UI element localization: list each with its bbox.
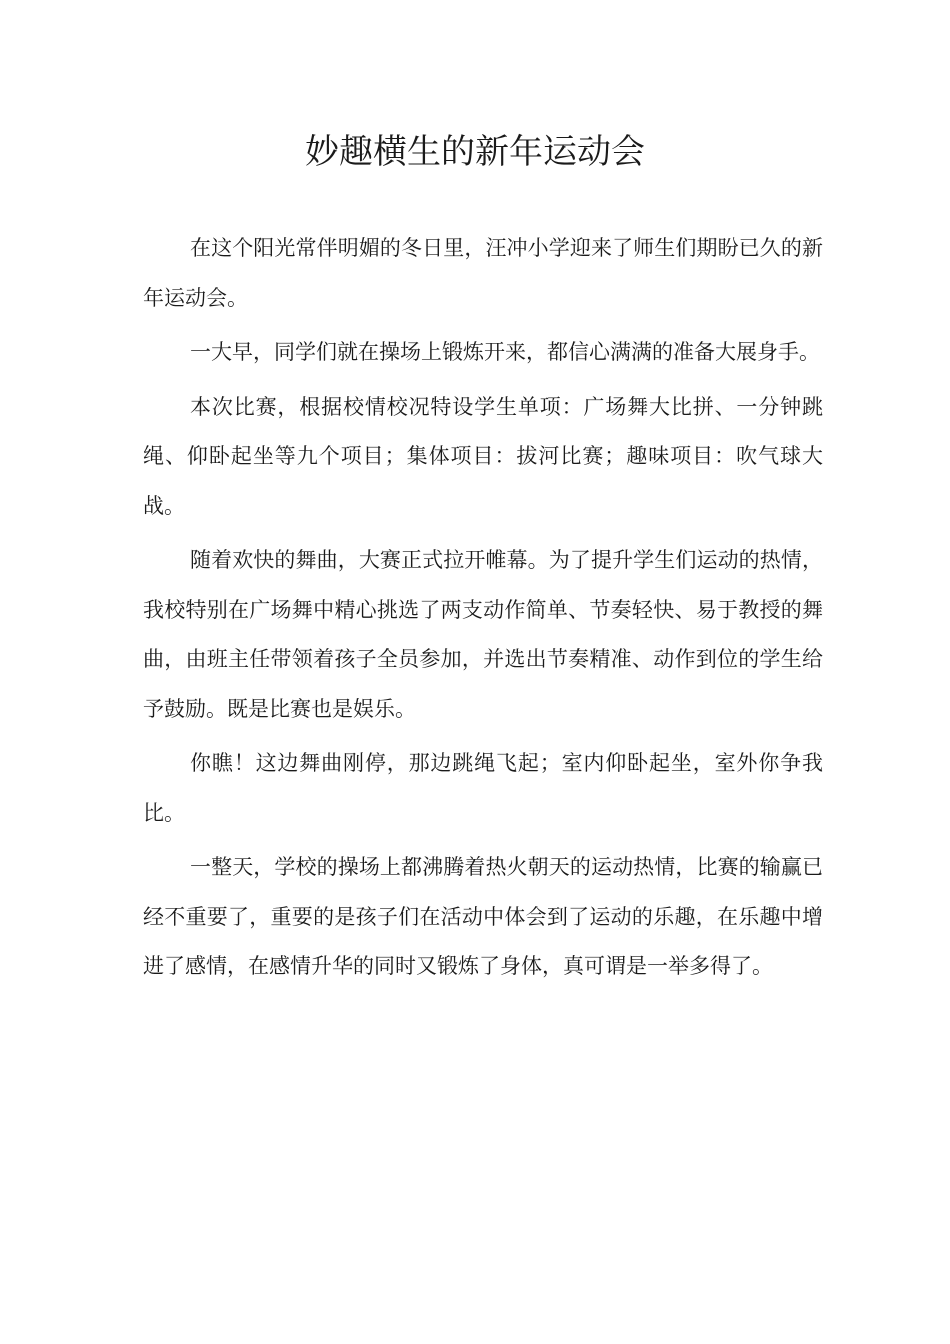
paragraph-2: 一大早，同学们就在操场上锻炼开来，都信心满满的准备大展身手。 xyxy=(190,340,820,364)
paragraph-6: 一整天，学校的操场上都沸腾着热火朝天的运动热情，比赛的输赢已经不重要了，重要的是孩子们在活动中体会到了运动的乐趣，在乐趣中增进了感情，在感情升华的同时又锻炼了身体，真可谓是一举多得了。 xyxy=(143,855,823,978)
paragraph-5: 你瞧！这边舞曲刚停，那边跳绳飞起；室内仰卧起坐，室外你争我比。 xyxy=(143,751,823,825)
paragraph-3: 本次比赛，根据校情校况特设学生单项：广场舞大比拼、一分钟跳绳、仰卧起坐等九个项目；集体项目：拔河比赛；趣味项目：吹气球大战。 xyxy=(143,394,823,518)
paragraph-4: 随着欢快的舞曲，大赛正式拉开帷幕。为了提升学生们运动的热情，我校特别在广场舞中精心挑选了两支动作简单、节奏轻快、易于教授的舞曲，由班主任带领着孩子全员参加，并选出节奏精准、动作到位的学生给予鼓励。既是比赛也是娱乐。 xyxy=(143,548,823,721)
document-body xyxy=(143,224,823,997)
paragraph-1: 在这个阳光常伴明媚的冬日里，汪冲小学迎来了师生们期盼已久的新年运动会。 xyxy=(143,236,823,310)
document-title: 妙趣横生的新年运动会 xyxy=(305,132,645,172)
